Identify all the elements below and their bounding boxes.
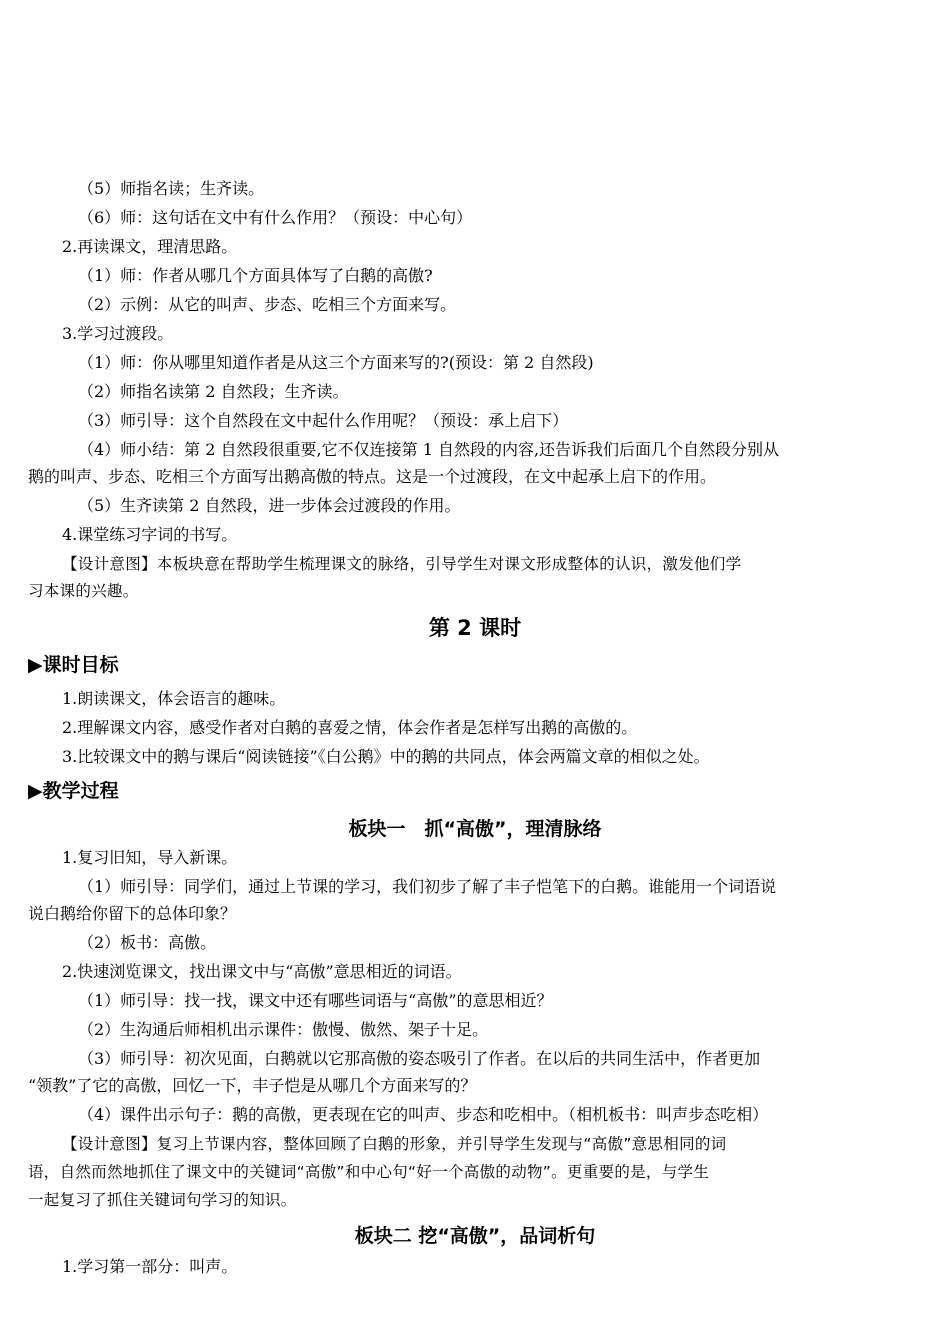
text-line: （2）板书：高傲。 [78,933,217,952]
text-line: （2）生沟通后师相机出示课件：傲慢、傲然、架子十足。 [78,1020,489,1039]
text-line: 2.快速浏览课文，找出课文中与“高傲”意思相近的词语。 [62,962,462,981]
text-line: （2）示例：从它的叫声、步态、吃相三个方面来写。 [78,295,457,314]
process-heading: ▶教学过程 [28,780,119,802]
goal-item: 1.朗读课文，体会语言的趣味。 [62,689,286,708]
text-line: （1）师引导：找一找，课文中还有哪些词语与“高傲”的意思相近？ [78,991,553,1010]
lesson-title: 第 2 课时 [428,616,522,640]
text-line: （5）生齐读第 2 自然段，进一步体会过渡段的作用。 [78,496,461,515]
text-line: （4）课件出示句子：鹅的高傲，更表现在它的叫声、步态和吃相中。（相机板书：叫声步态吃相） [78,1105,769,1124]
text-line: 1.复习旧知，导入新课。 [62,848,238,867]
design-intent-note: 【设计意图】本板块意在帮助学生梳理课文的脉络，引导学生对课文形成整体的认识，激发他们学 [62,555,742,573]
design-intent-note: 语，自然而然地抓住了课文中的关键词“高傲”和中心句“好一个高傲的动物”。更重要的是，与学生 [28,1163,710,1181]
block1-title: 板块一 抓“高傲”，理清脉络 [348,818,602,840]
goal-item: 3.比较课文中的鹅与课后“阅读链接”《白公鹅》中的鹅的共同点，体会两篇文章的相似之处。 [62,747,710,766]
text-line: （1）师：你从哪里知道作者是从这三个方面来写的?(预设：第 2 自然段) [78,353,594,372]
text-line: 说白鹅给你留下的总体印象？ [28,904,237,923]
text-line: （3）师引导：初次见面，白鹅就以它那高傲的姿态吸引了作者。在以后的共同生活中，作者更加 [78,1049,761,1068]
text-line: 4.课堂练习字词的书写。 [62,525,238,544]
text-line: （5）师指名读；生齐读。 [78,179,265,198]
design-intent-note: 【设计意图】复习上节课内容，整体回顾了白鹅的形象，并引导学生发现与“高傲”意思相同的词 [62,1135,727,1153]
text-line: （4）师小结：第 2 自然段很重要,它不仅连接第 1 自然段的内容,还告诉我们后面几个自然段分别从 [78,440,780,459]
block2-title: 板块二 挖“高傲”，品词析句 [354,1225,596,1247]
text-line: （3）师引导：这个自然段在文中起什么作用呢？（预设：承上启下） [78,411,569,430]
text-line: “领教”了它的高傲，回忆一下，丰子恺是从哪几个方面来写的？ [28,1076,477,1095]
text-line: （6）师：这句话在文中有什么作用？（预设：中心句） [78,208,473,227]
text-line: 鹅的叫声、步态、吃相三个方面写出鹅高傲的特点。这是一个过渡段，在文中起承上启下的作用。 [28,467,717,486]
goal-item: 2.理解课文内容，感受作者对白鹅的喜爱之情，体会作者是怎样写出鹅的高傲的。 [62,718,638,737]
text-line: （1）师引导：同学们，通过上节课的学习，我们初步了解了丰子恺笔下的白鹅。谁能用一个词语说 [78,877,777,896]
design-intent-note: 一起复习了抓住关键词句学习的知识。 [28,1191,297,1209]
text-line: 1.学习第一部分：叫声。 [62,1257,238,1276]
design-intent-note: 习本课的兴趣。 [28,582,139,600]
text-line: （1）师：作者从哪几个方面具体写了白鹅的高傲? [78,266,433,285]
text-line: 3.学习过渡段。 [62,324,174,343]
text-line: （2）师指名读第 2 自然段；生齐读。 [78,382,349,401]
text-line: 2.再读课文，理清思路。 [62,237,238,256]
goals-heading: ▶课时目标 [28,654,119,676]
